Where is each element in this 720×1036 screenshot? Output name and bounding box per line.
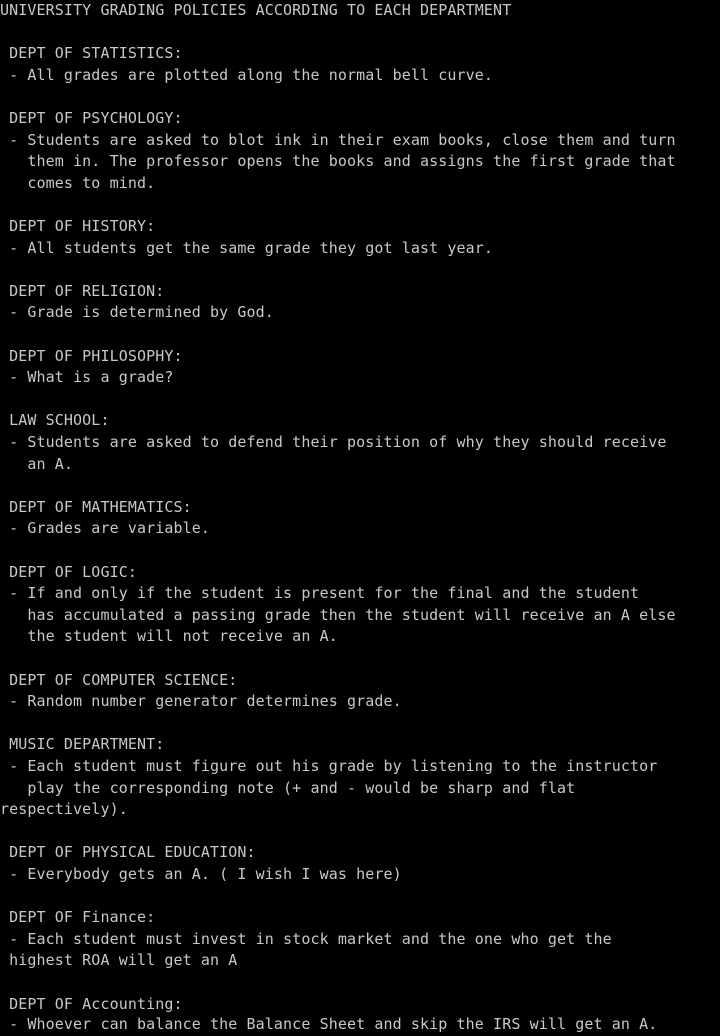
dept-heading: DEPT OF PHILOSOPHY: [0,346,183,365]
policy-line: play the corresponding note (+ and - would be sharp and flat [0,778,576,797]
policy-line: an A. [0,454,74,473]
policy-line: - If and only if the student is present for the final and the student [0,584,640,603]
dept-heading: DEPT OF MATHEMATICS: [0,497,192,516]
policy-line: - Grades are variable. [0,519,211,538]
dept-heading: DEPT OF Finance: [0,908,156,927]
policy-line: - Everybody gets an A. ( I wish I was here) [0,865,402,883]
policy-line: highest ROA will get an A [0,951,238,970]
dept-heading: DEPT OF LOGIC: [0,562,137,581]
policy-line: the student will not receive an A. [0,627,338,646]
policy-line: them in. The professor opens the books and assigns the first grade that [0,152,676,171]
policy-line: - Students are asked to blot ink in their exam books, close them and turn [0,130,676,149]
policy-line: - Students are asked to defend their position of why they should receive [0,433,667,451]
policy-line: - All grades are plotted along the normal bell curve. [0,65,494,84]
dept-heading: DEPT OF RELIGION: [0,281,165,300]
dept-heading: DEPT OF Accounting: [0,994,183,1013]
policy-line: - Random number generator determines grade. [0,692,402,711]
policy-line: - All students get the same grade they got last year. [0,238,494,257]
dept-heading: DEPT OF PHYSICAL EDUCATION: [0,843,256,862]
dept-heading: MUSIC DEPARTMENT: [0,735,165,754]
policy-line: has accumulated a passing grade then the student will receive an A else [0,605,676,624]
policy-line: respectively). [0,800,128,819]
policy-line: - Whoever can balance the Balance Sheet and skip the IRS will get an A. [0,1015,658,1033]
dept-heading: DEPT OF HISTORY: [0,217,156,235]
dept-heading: DEPT OF STATISTICS: [0,44,183,63]
policy-line: - Each student must figure out his grade by listening to the instructor [0,757,658,775]
dept-heading: DEPT OF PSYCHOLOGY: [0,109,183,127]
policy-line: - Grade is determined by God. [0,303,274,322]
title-line: UNIVERSITY GRADING POLICIES ACCORDING TO EACH DEPARTMENT [0,1,512,19]
policy-line: - Each student must invest in stock market and the one who get the [0,929,612,948]
policy-line: comes to mind. [0,173,156,192]
dept-heading: LAW SCHOOL: [0,411,110,430]
dept-heading: DEPT OF COMPUTER SCIENCE: [0,670,238,689]
policy-line: - What is a grade? [0,368,174,387]
